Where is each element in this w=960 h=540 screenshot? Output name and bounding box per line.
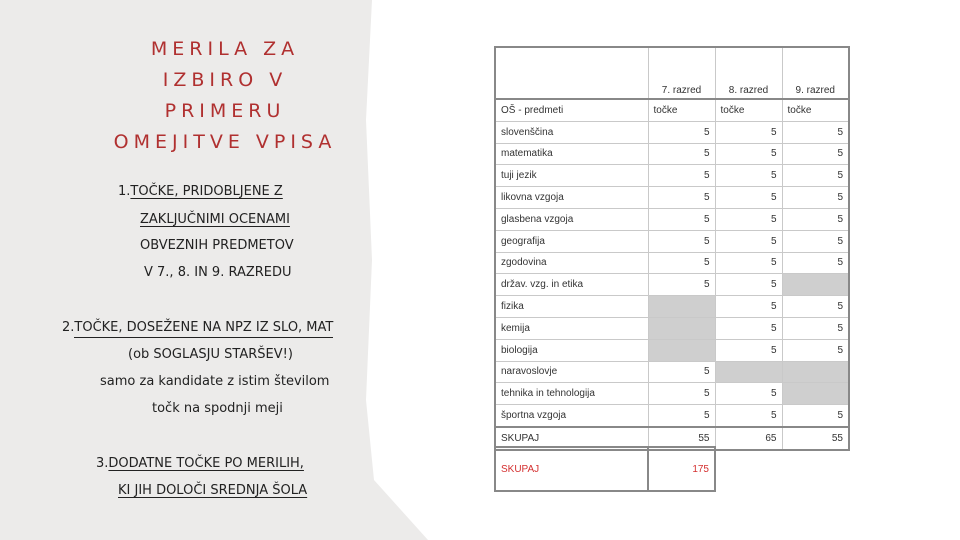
subject-cell: fizika — [495, 296, 648, 318]
subject-cell: zgodovina — [495, 252, 648, 274]
grand-total-label: SKUPAJ — [495, 447, 648, 491]
subject-cell: tuji jezik — [495, 165, 648, 187]
points-cell-g8: 5 — [715, 165, 782, 187]
point-3-number: 3. — [96, 456, 109, 471]
subject-cell: glasbena vzgoja — [495, 208, 648, 230]
subject-cell: biologija — [495, 339, 648, 361]
header-grade-7: 7. razred — [648, 47, 715, 99]
table-row — [495, 383, 849, 405]
point-1-line-3: OBVEZNIH PREDMETOV — [140, 238, 294, 253]
points-cell-g7: 5 — [648, 361, 715, 383]
title-line-4: OMEJITVE VPISA — [113, 131, 337, 153]
point-1-line-4: V 7., 8. IN 9. RAZREDU — [144, 265, 292, 280]
table-row — [495, 143, 849, 165]
points-cell-g9 — [782, 274, 849, 296]
table-row — [495, 208, 849, 230]
points-table — [494, 46, 850, 451]
point-3-first-line — [96, 456, 304, 471]
points-cell-g9: 5 — [782, 121, 849, 143]
title-line-3: PRIMERU — [164, 100, 286, 122]
subject-cell: športna vzgoja — [495, 405, 648, 427]
points-cell-g8: 5 — [715, 121, 782, 143]
points-cell-g9: 5 — [782, 230, 849, 252]
point-1-heading: TOČKE, PRIDOBLJENE Z — [130, 184, 283, 199]
points-cell-g9: 5 — [782, 252, 849, 274]
table-row — [495, 339, 849, 361]
points-cell-g7: 5 — [648, 143, 715, 165]
table-row — [495, 165, 849, 187]
points-cell-g8: 5 — [715, 252, 782, 274]
subject-cell: geografija — [495, 230, 648, 252]
grand-total-table — [494, 446, 716, 492]
points-cell-g9: 5 — [782, 339, 849, 361]
sum-label: SKUPAJ — [495, 427, 648, 450]
points-cell-g9 — [782, 383, 849, 405]
points-cell-g9: 5 — [782, 208, 849, 230]
point-2-line-2: (ob SOGLASJU STARŠEV!) — [128, 347, 293, 362]
point-1-number: 1. — [118, 184, 131, 199]
point-2-line-3: samo za kandidate z istim številom — [100, 374, 330, 389]
point-2-line-4: točk na spodnji meji — [152, 401, 283, 416]
point-2-heading: TOČKE, DOSEŽENE NA NPZ IZ SLO, MAT — [74, 320, 333, 338]
points-cell-g9: 5 — [782, 317, 849, 339]
table-row — [495, 252, 849, 274]
points-cell-g8: 5 — [715, 230, 782, 252]
table-row — [495, 317, 849, 339]
sum-grade-7: 55 — [648, 427, 715, 450]
points-cell-g8: 5 — [715, 296, 782, 318]
header-grade-9: 9. razred — [782, 47, 849, 99]
points-cell-g9: 5 — [782, 165, 849, 187]
points-cell-g7: 5 — [648, 121, 715, 143]
table-row — [495, 405, 849, 427]
grand-total-value: 175 — [648, 447, 715, 491]
points-cell-g7 — [648, 317, 715, 339]
points-cell-g7 — [648, 296, 715, 318]
points-cell-g7: 5 — [648, 274, 715, 296]
points-cell-g7: 5 — [648, 383, 715, 405]
points-cell-g7: 5 — [648, 405, 715, 427]
points-cell-g7: 5 — [648, 230, 715, 252]
corner-cell — [495, 47, 648, 99]
subject-header: OŠ - predmeti — [495, 99, 648, 121]
title-line-1: MERILA ZA — [150, 38, 300, 60]
slide-title — [40, 34, 410, 158]
points-cell-g7 — [648, 339, 715, 361]
point-1-line-2: ZAKLJUČNIMI OCENAMI — [140, 212, 290, 227]
points-cell-g9 — [782, 361, 849, 383]
points-cell-g9: 5 — [782, 187, 849, 209]
point-3-heading: DODATNE TOČKE PO MERILIH, — [108, 456, 304, 471]
subject-cell: tehnika in tehnologija — [495, 383, 648, 405]
unit-header-8: točke — [715, 99, 782, 121]
point-3-line-2: KI JIH DOLOČI SREDNJA ŠOLA — [118, 483, 308, 498]
points-cell-g8: 5 — [715, 317, 782, 339]
points-cell-g9: 5 — [782, 405, 849, 427]
points-cell-g9: 5 — [782, 143, 849, 165]
table-row — [495, 121, 849, 143]
points-cell-g9: 5 — [782, 296, 849, 318]
points-cell-g7: 5 — [648, 208, 715, 230]
unit-header-7: točke — [648, 99, 715, 121]
points-cell-g8: 5 — [715, 405, 782, 427]
points-cell-g7: 5 — [648, 165, 715, 187]
points-cell-g8 — [715, 361, 782, 383]
points-cell-g8: 5 — [715, 208, 782, 230]
point-1-first-line — [118, 184, 283, 199]
subject-cell: naravoslovje — [495, 361, 648, 383]
subject-cell: likovna vzgoja — [495, 187, 648, 209]
points-cell-g8: 5 — [715, 187, 782, 209]
subject-cell: slovenščina — [495, 121, 648, 143]
table-row — [495, 274, 849, 296]
title-line-2: IZBIRO V — [162, 69, 288, 91]
subject-cell: kemija — [495, 317, 648, 339]
sum-grade-8: 65 — [715, 427, 782, 450]
table-row — [495, 361, 849, 383]
sum-grade-9: 55 — [782, 427, 849, 450]
table-row — [495, 230, 849, 252]
points-cell-g8: 5 — [715, 274, 782, 296]
points-cell-g7: 5 — [648, 252, 715, 274]
table-row — [495, 296, 849, 318]
table-row — [495, 187, 849, 209]
header-grade-8: 8. razred — [715, 47, 782, 99]
points-cell-g8: 5 — [715, 143, 782, 165]
subject-cell: držav. vzg. in etika — [495, 274, 648, 296]
points-cell-g8: 5 — [715, 339, 782, 361]
point-2-number: 2. — [62, 320, 75, 335]
points-cell-g8: 5 — [715, 383, 782, 405]
points-cell-g7: 5 — [648, 187, 715, 209]
point-2-first-line — [62, 320, 333, 335]
subject-cell: matematika — [495, 143, 648, 165]
unit-header-9: točke — [782, 99, 849, 121]
